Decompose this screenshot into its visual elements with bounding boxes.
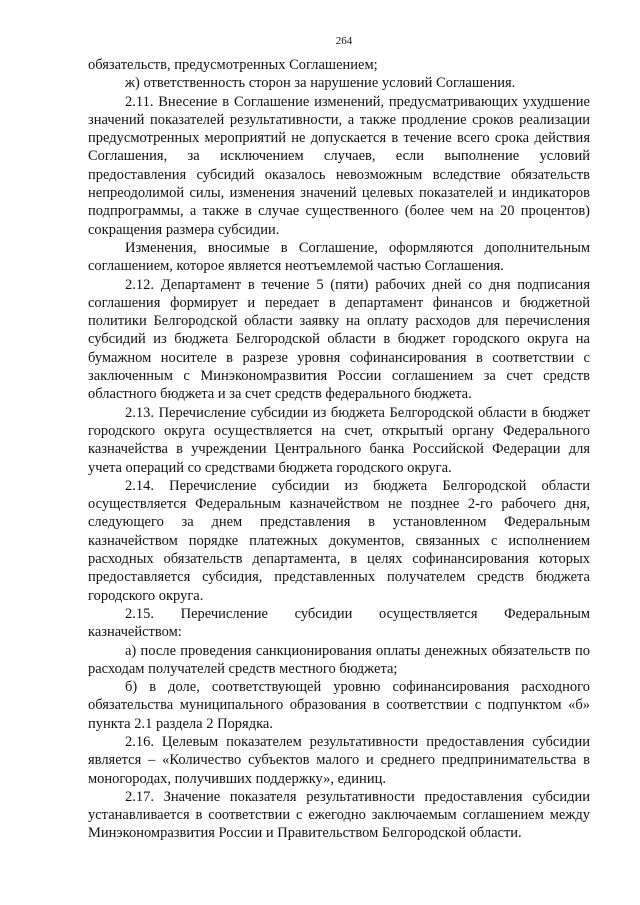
paragraph-item-b: б) в доле, соответствующей уровню софинансирования расходного обязательства муниципального образования в соответствии с подпунктом «б» пункта 2.1 раздела 2 Порядка. bbox=[88, 679, 590, 732]
paragraph-2-15: 2.15. Перечисление субсидии осуществляется Федеральным казначейством: bbox=[88, 605, 590, 641]
paragraph-2-12: 2.12. Департамент в течение 5 (пяти) рабочих дней со дня подписания соглашения формирует и передает в департамент финансов и бюджетной политики Белгородской области заявку на оплату расходов для перечисления субсидий из бюджета Белгородской области в бюджет городского округа на бумажном носителе в разрезе уровня софинансирования в соответствии с заключенным с Минэкономразвития России соглашением за счет средств областного бюджета и за счет средств федерального бюджета. bbox=[88, 276, 590, 403]
paragraph-continuation: обязательств, предусмотренных Соглашением; bbox=[88, 57, 378, 73]
paragraph-2-11: 2.11. Внесение в Соглашение изменений, предусматривающих ухудшение значений показателей результативности, а также продление сроков реализации предусмотренных мероприятий не допускается в течение всего срока действия Соглашения, за исключением случаев, если выполнение условий предоставления субсидий оказалось невозможным вследствие обязательств непреодолимой силы, изменения значений целевых показателей и индикаторов подпрограммы, а также в случае существенного (более чем на 20 процентов) сокращения размера субсидии. bbox=[88, 93, 590, 238]
paragraph-2-16: 2.16. Целевым показателем результативности предоставления субсидии является – «Количество субъектов малого и среднего предпринимательства в моногородах, получивших поддержку», единиц. bbox=[88, 733, 590, 787]
paragraph-item-a: а) после проведения санкционирования оплаты денежных обязательств по расходам получателей средств местного бюджета; bbox=[88, 642, 590, 677]
paragraph-item-zh: ж) ответственность сторон за нарушение условий Соглашения. bbox=[125, 75, 516, 92]
page-number: 264 bbox=[335, 35, 353, 47]
paragraph-2-13: 2.13. Перечисление субсидии из бюджета Белгородской области в бюджет городского округа осуществляется на счет, открытый органу Федерального казначейства в учреждении Центрального банка Российской Федерации для учета операций со средствами бюджета городского округа. bbox=[88, 404, 590, 476]
paragraph-2-14: 2.14. Перечисление субсидии из бюджета Белгородской области осуществляется Федеральным казначейством не позднее 2-го рабочего дня, следующего за днем представления в установленном Федеральным казначейством порядке платежных документов, связанных с исполнением расходных обязательств департамента, в целях софинансирования которых предоставляется субсидия, представленных получателем средств бюджета городского округа. bbox=[88, 477, 590, 604]
paragraph-2-17: 2.17. Значение показателя результативности предоставления субсидии устанавливается в соответствии с ежегодно заключаемым соглашением между Минэкономразвития России и Правительством Белгородской области. bbox=[88, 788, 590, 842]
paragraph-changes: Изменения, вносимые в Соглашение, оформляются дополнительным соглашением, которое является неотъемлемой частью Соглашения. bbox=[88, 239, 590, 275]
document-body bbox=[88, 56, 590, 843]
